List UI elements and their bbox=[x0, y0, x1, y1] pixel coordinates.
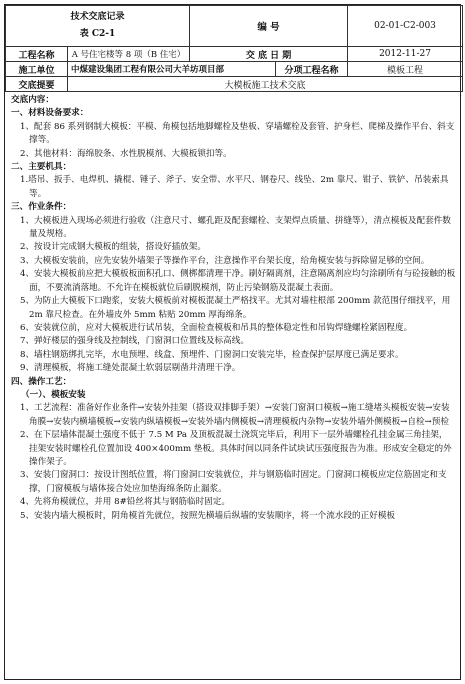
project-label: 工程名称 bbox=[6, 47, 68, 62]
form-header-table bbox=[5, 5, 463, 92]
content-paragraph: 1、配套 86 系列钢制大模板：平模、角模包括地脚螺栓及垫板、穿墙螺栓及套管、护身栏、爬梯及操作平台、斜支撑等。 bbox=[20, 121, 455, 146]
content-paragraph: 3、大模板安装前，应先安装外墙架子等操作平台，注意操作平台架长度，给角模安装与拆除留足够的空间。 bbox=[20, 255, 430, 266]
content-paragraph: 2、按设计完成钢大模板的组装，搭设好插放架。 bbox=[20, 242, 206, 253]
content-paragraph: 4、安装大模板前应把大模板板面积孔口、侧梆都清理干净。刷好隔离剂，注意隔离剂应均匀涂刷所有与砼接触的板面，不要流淌落地。不允许在模板就位后刷脱模剂，防止污染钢筋及混凝土表面。 bbox=[20, 269, 456, 293]
content-paragraph: 5、安装内墙大模板时，阴角模首先就位，按照先横墙后纵墙的安装顺序，将一个流水段的正好模板 bbox=[20, 510, 396, 521]
summary-value: 大模板施工技术交底 bbox=[68, 77, 463, 92]
content-paragraph: 6、安装就位前，应对大模板进行试吊装，全面检查模板和吊具的整体稳定性和吊钩焊缝螺栓紧固程度。 bbox=[20, 322, 413, 333]
content-paragraph: 7、弹好楼层的强身线及控制线，门窗洞口位置线及标高线。 bbox=[20, 336, 249, 347]
project-value: A 号住宅楼等 8 项（B 住宅） bbox=[68, 47, 190, 62]
title-line-2: 表 C2-1 bbox=[79, 29, 116, 39]
title-line-1: 技术交底记录 bbox=[70, 12, 125, 22]
subproject-label: 分项工程名称 bbox=[276, 62, 348, 77]
content-paragraph: 5、为防止大模板下口跑浆，安装大模板前对模板混凝土严格找平。尤其对墙柱根部 200mm 款范围仔细找平，用 2m 靠尺检查。在外墙皮外 5mm 粘贴 20mm 厚海绵条。 bbox=[20, 296, 451, 320]
date-label: 交 底 日 期 bbox=[190, 47, 348, 62]
content-paragraph: 3、安装门窗洞口：按设计图纸位置，将门窗洞口安装就位，并与钢筋临时固定。门窗洞口模板应定位筋固定和支撑，门窗模板与墙体接合处应加垫海绵条防止漏浆。 bbox=[20, 470, 447, 494]
number-label: 编 号 bbox=[190, 6, 348, 47]
content-paragraph: 2、在下层墙体混凝土强度不低于 7.5 M Pa 及顶板混凝土浇筑完毕后，利用下一层外墙螺栓孔挂金属三角挂架，挂架安装时螺栓孔位置加设 400×400mm 垫板。具体时间以同条件试块试压强度报告为准。形成安全稳定的外操作架子。 bbox=[20, 430, 452, 467]
content-paragraph: 2、其他材料：海绵胶条、水性脱模剂、大模板锁扣等。 bbox=[20, 148, 232, 159]
summary-label: 交底提要 bbox=[6, 77, 68, 92]
subsection-heading: （一）、模板安装 bbox=[21, 389, 86, 400]
content-paragraph: 1.塔吊、扳手、电焊机、撬棍、锤子、斧子、安全带、水平尺、钢卷尺、线坠、2m 靠尺、钳子、铁铲、吊装索具等。 bbox=[20, 175, 449, 199]
subproject-value: 模板工程 bbox=[348, 62, 463, 77]
form-sheet bbox=[4, 4, 461, 680]
content-paragraph: 1、工艺流程：准备好作业条件→安装外挂架（搭设双排脚手架）→安装门窗洞口模板→施工缝堵头模板安装→安装角膜→安装内横墙模板→安装内纵墙模板→安装外墙内侧模板→清理模板内杂物→安装外墙外侧模板→自检→预检 bbox=[20, 403, 450, 427]
section-heading: 三、作业条件： bbox=[11, 202, 72, 213]
briefing-content bbox=[5, 92, 460, 523]
content-paragraph: 8、墙柱钢筋绑扎完毕，水电预埋、线盒、预埋件、门窗洞口安装完毕，检查保护层厚度已满足要求。 bbox=[20, 349, 404, 360]
section-heading: 二、主要机具： bbox=[11, 162, 72, 173]
date-value: 2012-11-27 bbox=[348, 47, 463, 62]
unit-value: 中煤建设集团工程有限公司大羊坊项目部 bbox=[68, 62, 276, 77]
unit-label: 施工单位 bbox=[6, 62, 68, 77]
content-paragraph: 4、先将角模就位，并用 8#铅丝将其与钢筋临时固定。 bbox=[20, 497, 230, 508]
section-heading: 一、材料设备要求： bbox=[11, 108, 89, 119]
content-paragraph: 1、大模板进入现场必须进行验收（注意尺寸、螺孔距及配套螺栓、支架焊点质量、拼缝等），清点模板及配套件数量及规格。 bbox=[20, 215, 451, 240]
form-title bbox=[6, 6, 190, 47]
content-paragraph: 9、清理模板，将施工缝处混凝土软弱层剔凿并清理干净。 bbox=[20, 363, 241, 374]
content-heading: 交底内容： bbox=[11, 95, 54, 105]
number-value: 02-01-C2-003 bbox=[348, 6, 463, 47]
section-heading: 四、操作工艺： bbox=[11, 376, 72, 387]
